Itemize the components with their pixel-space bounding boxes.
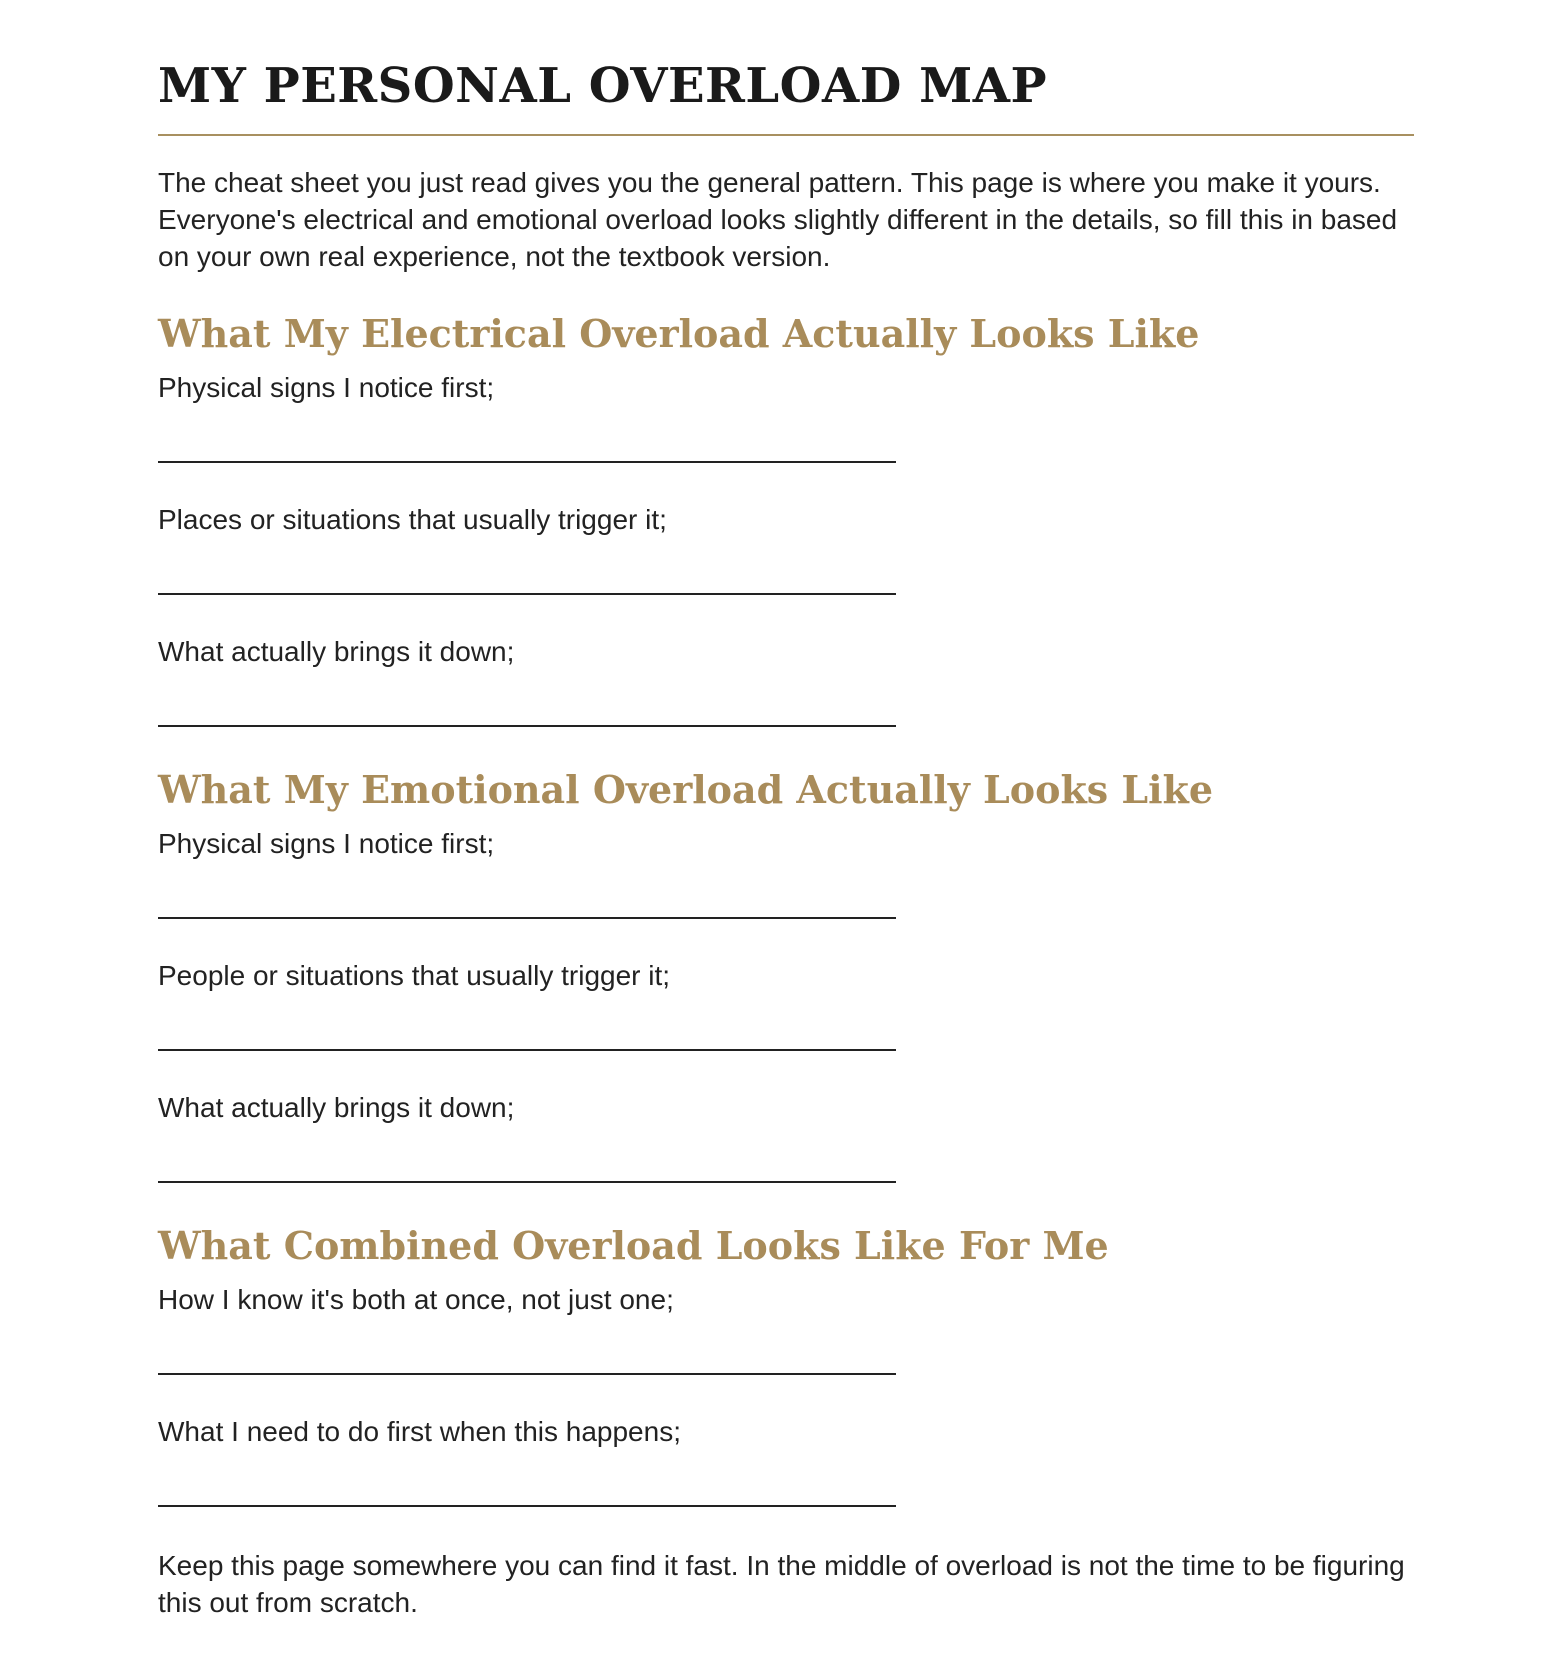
answer-line-combined-first-step[interactable] [158,1505,896,1507]
prompt-emotional-signs: Physical signs I notice first; [158,828,495,859]
title-divider [158,134,1414,136]
answer-line-electrical-signs[interactable] [158,461,896,463]
section-combined [158,1223,1414,1507]
prompt-electrical-triggers: Places or situations that usually trigger it; [158,504,667,535]
worksheet-page [158,0,1414,1621]
page-title: MY PERSONAL OVERLOAD MAP [158,58,1048,114]
prompt-emotional-triggers: People or situations that usually trigger it; [158,960,671,991]
answer-line-emotional-signs[interactable] [158,917,896,919]
answer-line-combined-recognition[interactable] [158,1373,896,1375]
section-heading-electrical: What My Electrical Overload Actually Looks Like [158,311,1200,356]
section-emotional [158,767,1414,1183]
prompt-combined-recognition: How I know it's both at once, not just one; [158,1284,674,1315]
answer-line-electrical-relief[interactable] [158,725,896,727]
section-heading-emotional: What My Emotional Overload Actually Looks Like [158,767,1214,812]
answer-line-emotional-relief[interactable] [158,1181,896,1183]
intro-paragraph: The cheat sheet you just read gives you the general pattern. This page is where you make it yours. Everyone's electrical and emotional overload looks slightly different in the details, so fill this in based on your own real experience, not the textbook version. [158,167,1398,272]
section-electrical [158,311,1414,727]
prompt-electrical-relief: What actually brings it down; [158,636,515,667]
prompt-electrical-signs: Physical signs I notice first; [158,372,495,403]
closing-paragraph: Keep this page somewhere you can find it fast. In the middle of overload is not the time to be figuring this out from scratch. [158,1550,1405,1618]
prompt-combined-first-step: What I need to do first when this happens; [158,1416,681,1447]
prompt-emotional-relief: What actually brings it down; [158,1092,515,1123]
answer-line-emotional-triggers[interactable] [158,1049,896,1051]
answer-line-electrical-triggers[interactable] [158,593,896,595]
section-heading-combined: What Combined Overload Looks Like For Me [158,1223,1109,1268]
